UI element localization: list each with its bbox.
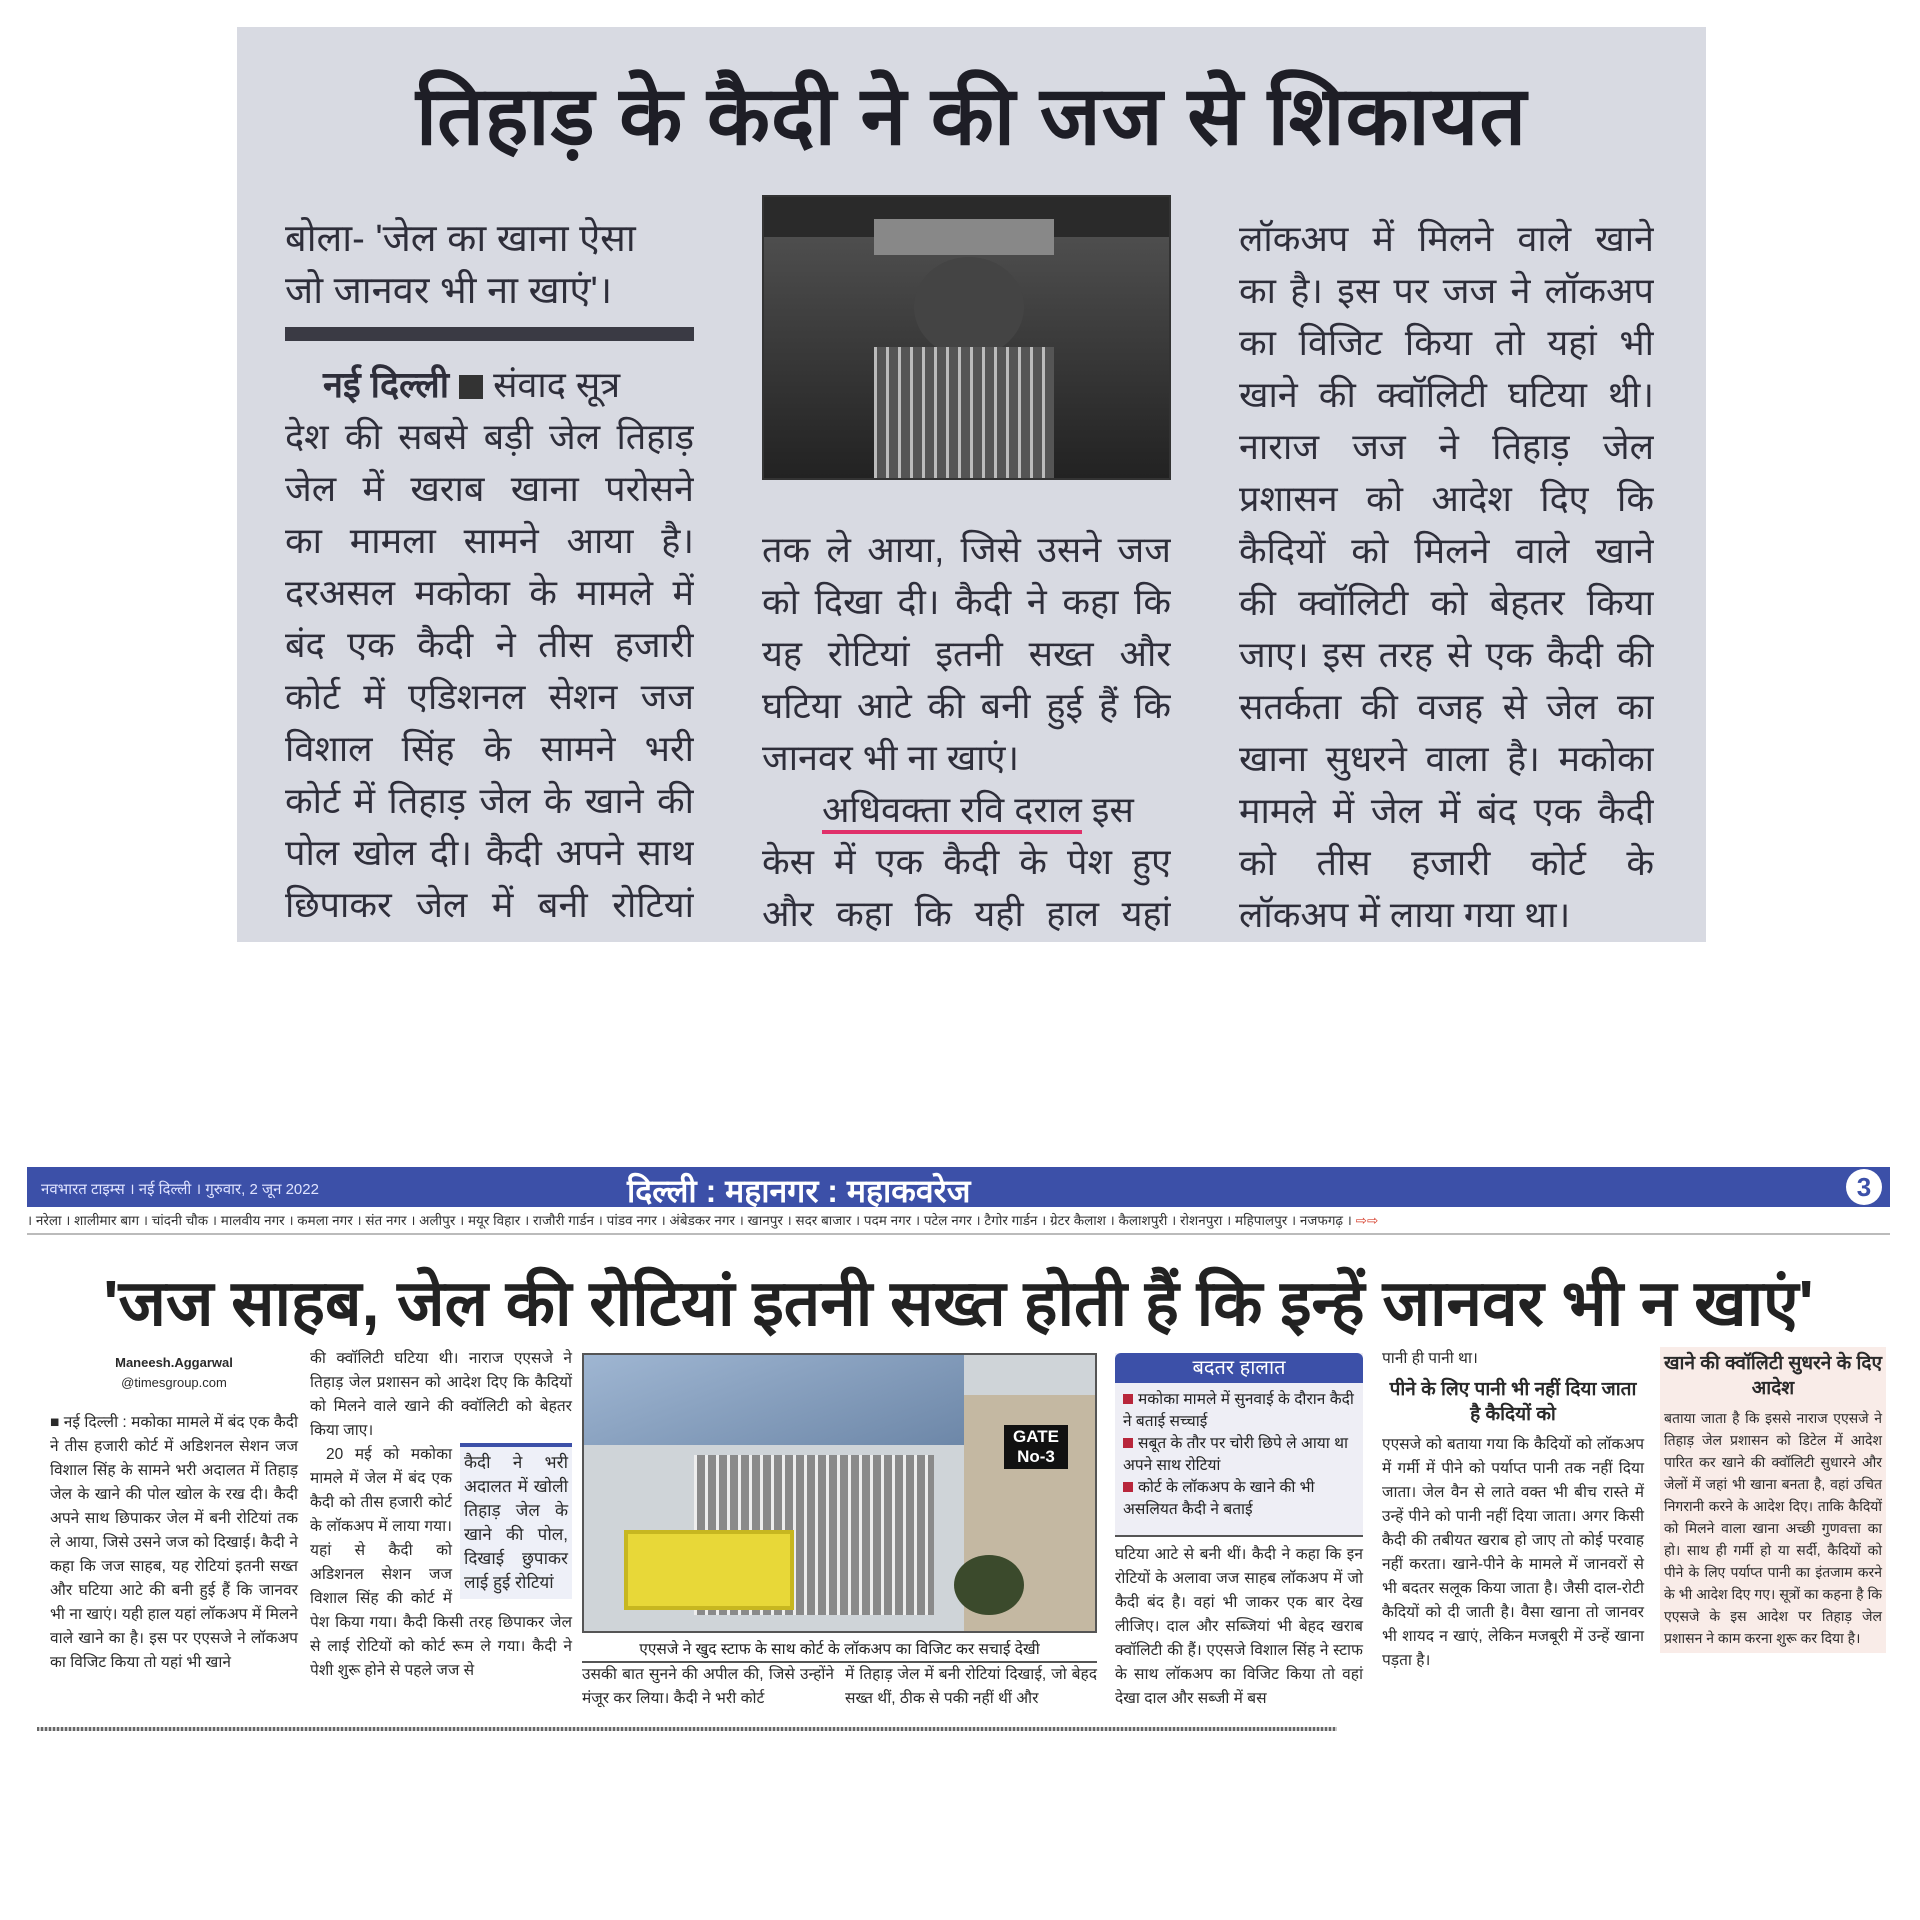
top-column-2 (762, 524, 1171, 940)
column-2-body (762, 524, 1171, 784)
column-1-body (285, 411, 694, 931)
advocate-line (762, 784, 1171, 836)
column-3-body (1239, 213, 1654, 941)
page-number: 3 (1846, 1169, 1882, 1205)
text-line: जानवर भी ना खाएं। (762, 737, 1020, 778)
text-line: लॉकअप में लाया गया था। (1239, 894, 1571, 935)
box-item (1123, 1477, 1355, 1521)
byline-name: Maneesh.Aggarwal (115, 1355, 233, 1370)
text-line: का है। इस पर जज ने लॉकअप (1239, 270, 1654, 311)
text-line: दरअसल मकोका के मामले में (285, 572, 694, 613)
text-line: का मामला सामने आया है। (285, 520, 694, 561)
text: इस (1081, 789, 1134, 830)
text-line: को तीस हजारी कोर्ट के (1239, 842, 1654, 883)
subhead-line: जो जानवर भी ना खाएं'। (285, 270, 613, 312)
highlights-box (1115, 1353, 1363, 1537)
subhead-line: बोला- 'जेल का खाना ऐसा (285, 218, 636, 260)
box-title: बदतर हालात (1115, 1353, 1363, 1383)
masthead-bar (27, 1167, 1890, 1207)
advocate-name-underlined: अधिवक्ता रवि दराल (822, 789, 1082, 834)
masthead-meta: नवभारत टाइम्स । नई दिल्ली । गुरुवार, 2 जून 2022 (41, 1181, 319, 1198)
text-line: लॉकअप में मिलने वाले खाने (1239, 218, 1654, 259)
text-line: और कहा कि यही हाल यहां (762, 893, 1171, 934)
bullet-icon (1123, 1438, 1133, 1448)
text-line: पोल खोल दी। कैदी अपने साथ (285, 832, 694, 873)
section-title: दिल्ली : महानगर : महाकवरेज (627, 1173, 971, 1209)
bottom-headline: 'जज साहब, जेल की रोटियां इतनी सख्त होती हैं कि इन्हें जानवर भी न खाएं' (103, 1267, 1814, 1339)
paragraph: उसकी बात सुनने की अपील की, जिसे उन्होंने मंजूर कर लिया। कैदी ने भरी कोर्ट (582, 1666, 834, 1707)
text-line: यह रोटियां इतनी सख्त और (762, 633, 1171, 674)
subhead: खाने की क्वॉलिटी सुधरने के दिए आदेश (1664, 1353, 1883, 1399)
byline (50, 1353, 298, 1393)
text-line: कोर्ट में तिहाड़ जेल के खाने की (285, 780, 694, 821)
text-line: देश की सबसे बड़ी जेल तिहाड़ (285, 416, 694, 457)
photo-caption: एएसजे ने खुद स्टाफ के साथ कोर्ट के लॉकअप का विजिट कर सचाई देखी (582, 1637, 1097, 1663)
text-line: कैदियों को मिलने वाले खाने (1239, 530, 1654, 571)
jail-gate-photo (762, 195, 1171, 480)
bullet-icon (1123, 1482, 1133, 1492)
paragraph: पानी ही पानी था। (1382, 1350, 1478, 1367)
box-item (1123, 1433, 1355, 1477)
text-line: खाना सुधरने वाला है। मकोका (1239, 738, 1654, 779)
paragraph: बताया जाता है कि इससे नाराज एएसजे ने तिहाड़ जेल प्रशासन को डिटेल में आदेश पारित कर खाने की क्वॉलिटी सुधारने और जेलों में जहां भी खाना बनता है, वहां उचित निगरानी करने के आदेश दिए। ताकि कैदियों को मिलने वाला खाना अच्छी गुणवत्ता का हो। साथ ही गर्मी हो या सर्दी, कैदियों को पीने के लिए पर्याप्त पानी का इंतजाम करने के भी आदेश दिए गए। सूत्रों का कहना है कि एएसजे के इस आदेश पर तिहाड़ जेल प्रशासन ने काम करना शुरू कर दिया है। (1664, 1410, 1882, 1646)
top-column-1 (285, 213, 694, 931)
text-line: को दिखा दी। कैदी ने कहा कि (762, 581, 1171, 622)
arrow-icon: ⇨⇨ (1355, 1213, 1379, 1228)
text-line: जाए। इस तरह से एक कैदी की (1239, 634, 1654, 675)
text-line: केस में एक कैदी के पेश हुए (762, 841, 1171, 882)
text-line: छिपाकर जेल में बनी रोटियां (285, 884, 694, 925)
top-column-3 (1239, 213, 1654, 941)
text-line: का विजिट किया तो यहां भी (1239, 322, 1654, 363)
subhead (285, 213, 694, 317)
paragraph: की क्वॉलिटी घटिया थी। नाराज एएसजे ने तिहाड़ जेल प्रशासन को आदेश दिए कि कैदियों को मिलने वाले खाने की क्वॉलिटी को बेहतर किया जाए। (310, 1350, 572, 1439)
towns-list: । नरेला । शालीमार बाग । चांदनी चौक । मालवीय नगर । कमला नगर । संत नगर । अलीपुर । मयूर विहार । राजौरी गार्डन । पांडव नगर । अंबेडकर नगर । खानपुर । सदर बाजार । पदम नगर । पटेल नगर । टैगोर गार्डन । ग्रेटर कैलाश । कैलाशपुरी । रोशनपुरा । महिपालपुर । नजफगढ़ । (27, 1213, 1352, 1228)
square-bullet-icon (459, 375, 483, 399)
top-clipping (237, 27, 1706, 942)
text-line: मामले में जेल में बंद एक कैदी (1239, 790, 1654, 831)
divider-bar (285, 327, 694, 341)
paragraph: ■ नई दिल्ली : मकोका मामले में बंद एक कैदी ने तीस हजारी कोर्ट में अडिशनल सेशन जज विशाल सिंह के सामने भरी अदालत में तिहाड़ जेल के खाने की पोल खोल के रख दी। कैदी अपने साथ छिपाकर जेल में बनी रोटियां तक ले आया, जिसे उसने जज को दिखाई। कैदी ने कहा कि जज साहब, यह रोटियां इतनी सख्त और घटिया आटे की बनी हुई हैं कि जानवर भी ना खाएं। यही हाल यहां लॉकअप में मिलने वाले खाने का है। इस पर एएसजे ने लॉकअप का विजिट किया तो यहां भी खाने (50, 1414, 298, 1671)
text-line: सतर्कता की वजह से जेल का (1239, 686, 1654, 727)
dateline-source: संवाद सूत्र (493, 364, 621, 405)
text-line: जेल में खराब खाना परोसने (285, 468, 694, 509)
bullet-icon (1123, 1394, 1133, 1404)
column-2-tail (762, 836, 1171, 940)
paragraph: 20 मई को मकोका मामले में जेल में बंद एक कैदी को तीस हजारी कोर्ट के लॉकअप में लाया गया। यहां से कैदी को अडिशनल सेशन जज विशाल सिंह की कोर्ट में पेश किया गया। कैदी किसी तरह छिपाकर जेल से लाई रोटियों को कोर्ट रूम ले गया। कैदी ने पेशी शुरू होने से पहले जज से (310, 1446, 572, 1679)
text-line: तक ले आया, जिसे उसने जज (762, 529, 1171, 570)
paragraph: एएसजे को बताया गया कि कैदियों को लॉकअप में गर्मी में पीने को पर्याप्त पानी तक नहीं दिया जाता। जेल वैन से लाते वक्त भी बीच रास्ते में उन्हें पीने को पानी नहीं दिया जाता। अगर किसी कैदी की तबीयत खराब हो जाए तो कोई परवाह नहीं करता। खाने-पीने के मामले में जानवरों से भी बदतर सलूक किया जाता है। जैसी दाल-रोटी कैदियों को दी जाती है। वैसा खाना तो जानवर भी शायद न खाएं, लेकिन मजबूरी में उन्हें खाना पड़ता है। (1382, 1436, 1644, 1669)
text: मकोका मामले में सुनवाई के दौरान कैदी ने बताई सच्चाई (1123, 1391, 1354, 1430)
bottom-column-5 (1382, 1347, 1644, 1673)
text-line: विशाल सिंह के सामने भरी (285, 728, 694, 769)
paragraph: में तिहाड़ जेल में बनी रोटियां दिखाई, जो बेहद सख्त थीं, ठीक से पकी नहीं थीं और (845, 1666, 1097, 1707)
box-item (1123, 1389, 1355, 1433)
text-line: की क्वॉलिटी को बेहतर किया (1239, 582, 1654, 623)
text-line: प्रशासन को आदेश दिए कि (1239, 478, 1654, 519)
dateline (285, 359, 694, 411)
text: सबूत के तौर पर चोरी छिपे ले आया था अपने साथ रोटियां (1123, 1435, 1349, 1474)
inset-quote: कैदी ने भरी अदालत में खोली तिहाड़ जेल के खाने की पोल, दिखाई छुपाकर लाई हुई रोटियां (460, 1443, 572, 1599)
bottom-rule (37, 1727, 1337, 1731)
towns-strip (27, 1211, 1890, 1235)
bottom-column-1 (50, 1353, 298, 1675)
gate-photo (582, 1353, 1097, 1633)
dateline-place: नई दिल्ली (323, 364, 450, 405)
subhead: पीने के लिए पानी भी नहीं दिया जाता है कैदियों को (1389, 1379, 1637, 1425)
bottom-column-6 (1660, 1347, 1886, 1653)
text-line: नाराज जज ने तिहाड़ जेल (1239, 426, 1654, 467)
top-headline: तिहाड़ के कैदी ने की जज से शिकायत (415, 71, 1528, 162)
bottom-clipping (27, 1167, 1890, 1747)
text-line: खाने की क्वॉलिटी घटिया थी। (1239, 374, 1654, 415)
byline-email: @timesgroup.com (121, 1375, 227, 1390)
text-line: बंद एक कैदी ने तीस हजारी (285, 624, 694, 665)
text-line: कोर्ट में एडिशनल सेशन जज (285, 676, 694, 717)
bottom-column-2 (310, 1347, 572, 1683)
gate-sign: GATE No-3 (1004, 1425, 1068, 1469)
text-line: घटिया आटे की बनी हुई हैं कि (762, 685, 1171, 726)
paragraph: घटिया आटे से बनी थीं। कैदी ने कहा कि इन रोटियों के अलावा जज साहब लॉकअप में जो कैदी बंद है। वहां भी जाकर एक बार देख लीजिए। दाल और सब्जियां भी बेहद खराब क्वॉलिटी की हैं। एएसजे विशाल सिंह ने स्टाफ के साथ लॉकअप का विजिट किया तो वहां देखा दाल और सब्जी में बस (1115, 1546, 1363, 1707)
text: कोर्ट के लॉकअप के खाने की भी असलियत कैदी ने बताई (1123, 1479, 1315, 1518)
